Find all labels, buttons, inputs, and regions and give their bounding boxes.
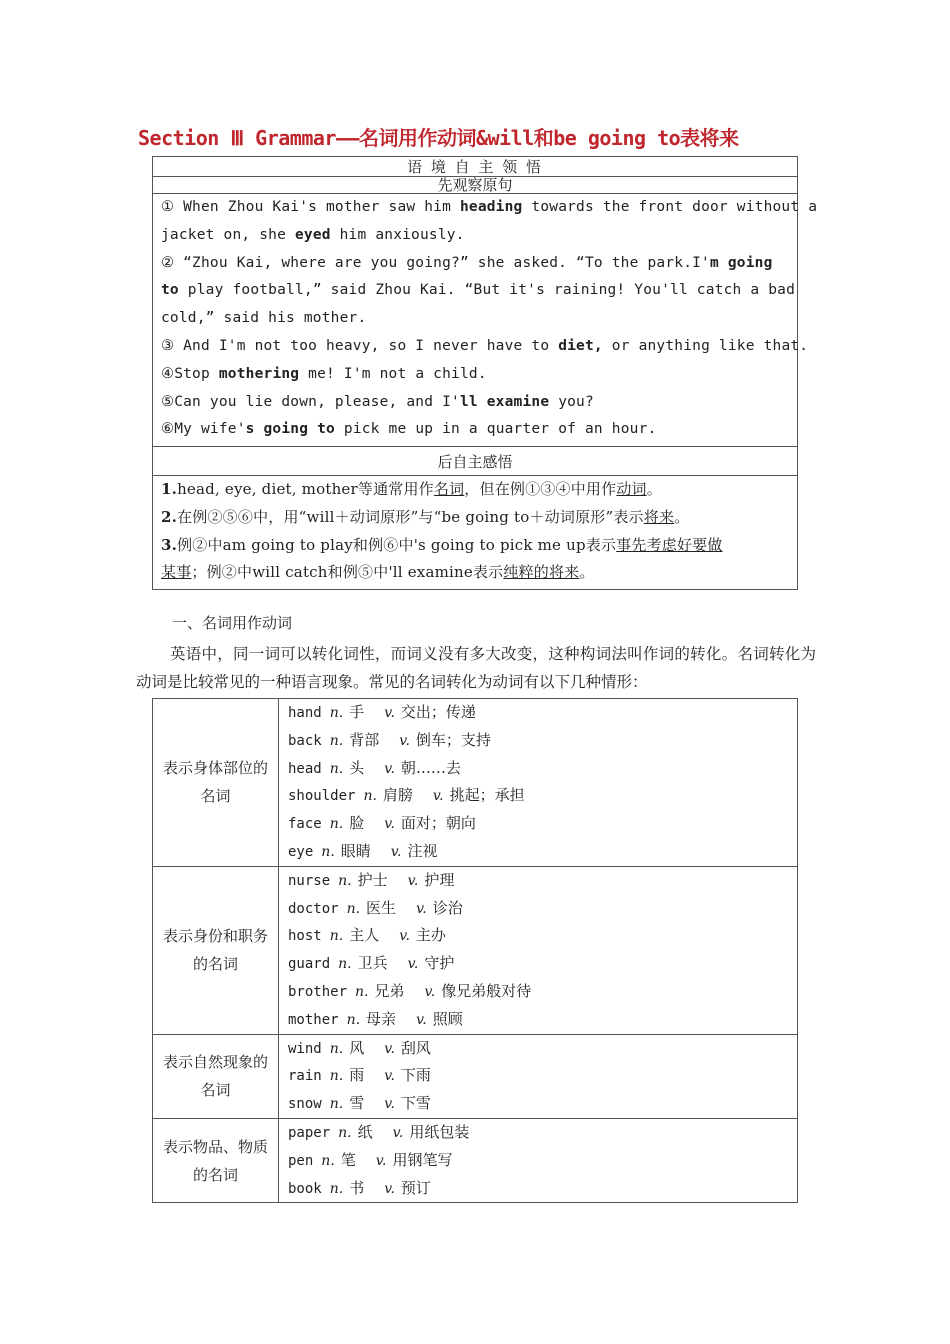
word-entry	[288, 1035, 797, 1063]
noun-meaning: 雪	[349, 1094, 365, 1113]
pos-v: v.	[424, 983, 436, 1000]
sentence-2-line-2: to play football,” said Zhou Kai. “But it's raining! You'll catch a bad	[161, 282, 796, 299]
sentence-3: ③ And I'm not too heavy, so I never have to diet, or anything like that.	[161, 337, 809, 354]
verb-meaning: 下雪	[400, 1094, 431, 1113]
noun-meaning: 雨	[349, 1066, 365, 1085]
pos-v: v.	[384, 760, 395, 777]
pos-n: n.	[338, 1124, 352, 1141]
verb-meaning: 下雨	[400, 1066, 431, 1085]
pos-v: v.	[399, 928, 410, 945]
pos-v: v.	[407, 956, 419, 973]
word: brother	[288, 983, 348, 1000]
sense-label: 后自主感悟	[153, 446, 797, 476]
noun-meaning: 背部	[349, 730, 380, 749]
word: nurse	[288, 872, 331, 889]
conversion-table	[152, 698, 798, 1203]
pos-n: n.	[329, 760, 344, 777]
word-entry	[288, 922, 797, 950]
word-entry	[288, 1119, 797, 1147]
pos-n: n.	[338, 956, 352, 973]
sentence-6: ⑥My wife's going to pick me up in a quarter of an hour.	[161, 421, 657, 438]
noun-meaning: 兄弟	[374, 981, 405, 1000]
noun-meaning: 头	[349, 758, 365, 777]
word: pen	[288, 1152, 314, 1169]
sentence-4: ④Stop mothering me! I'm not a child.	[161, 365, 487, 382]
noun-meaning: 笔	[340, 1150, 356, 1169]
verb-meaning: 用钢笔写	[392, 1150, 453, 1169]
verb-meaning: 守护	[424, 954, 455, 973]
word: eye	[288, 843, 314, 860]
items-cell	[279, 1034, 798, 1118]
items-cell	[279, 866, 798, 1034]
pos-n: n.	[329, 816, 344, 833]
word: doctor	[288, 900, 339, 917]
category-cell: 表示身体部位的名词	[153, 699, 279, 867]
pos-n: n.	[363, 788, 377, 805]
word: rain	[288, 1068, 322, 1085]
word: shoulder	[288, 788, 356, 805]
word: wind	[288, 1040, 322, 1057]
word-entry	[288, 950, 797, 978]
noun-meaning: 纸	[357, 1122, 373, 1141]
word-entry	[288, 727, 797, 755]
verb-meaning: 刮风	[400, 1038, 431, 1057]
items-cell	[279, 1118, 798, 1202]
word-entry	[288, 810, 797, 838]
word-entry	[288, 867, 797, 895]
word: snow	[288, 1096, 322, 1113]
word: guard	[288, 956, 331, 973]
verb-meaning: 注视	[407, 841, 438, 860]
verb-meaning: 交出；传递	[400, 703, 476, 721]
sentence-2-line-3: cold,” said his mother.	[161, 310, 367, 327]
table-row	[153, 699, 798, 867]
noun-meaning: 护士	[357, 870, 388, 889]
verb-meaning: 面对；朝向	[400, 814, 476, 833]
word: hand	[288, 705, 322, 721]
context-box	[152, 156, 818, 590]
point-3-line-2: 某事；例②中will catch和例⑤中'll examine表示纯粹的将来。	[161, 563, 595, 582]
pos-n: n.	[355, 983, 369, 1000]
word-entry	[288, 1147, 797, 1175]
pos-n: n.	[329, 1068, 344, 1085]
word-entry	[288, 1006, 797, 1034]
pos-v: v.	[384, 816, 395, 833]
section-heading: 一、名词用作动词	[172, 614, 293, 632]
point-1: 1.head, eye, diet, mother等通常用作名词，但在例①③④中用作动词。	[161, 480, 662, 498]
verb-meaning: 像兄弟般对待	[441, 981, 532, 1000]
pos-v: v.	[416, 1011, 427, 1028]
noun-meaning: 医生	[366, 898, 397, 917]
sentence-5: ⑤Can you lie down, please, and I'll examine you?	[161, 393, 594, 410]
pos-v: v.	[416, 900, 427, 917]
pos-v: v.	[375, 1152, 387, 1169]
pos-v: v.	[384, 1068, 395, 1085]
pos-v: v.	[432, 788, 444, 805]
verb-meaning: 挑起；承担	[449, 786, 525, 805]
word: back	[288, 732, 322, 749]
pos-v: v.	[390, 843, 402, 860]
word: book	[288, 1180, 322, 1197]
sentence-1-line-1: ① When Zhou Kai's mother saw him heading towards the front door without a	[161, 199, 818, 215]
noun-meaning: 眼睛	[340, 841, 371, 860]
point-2: 2.在例②⑤⑥中，用“will＋动词原形”与“be going to＋动词原形”表示将来。	[161, 507, 690, 526]
verb-meaning: 用纸包装	[409, 1122, 470, 1141]
page-title: Section Ⅲ Grammar——名词用作动词&will和be going to表将来	[138, 126, 739, 150]
noun-meaning: 肩膀	[382, 786, 413, 805]
category-cell: 表示自然现象的名词	[153, 1034, 279, 1118]
pos-v: v.	[384, 1096, 395, 1113]
verb-meaning: 诊治	[432, 898, 463, 917]
pos-v: v.	[392, 1124, 404, 1141]
word: head	[288, 760, 322, 777]
points-block	[153, 476, 797, 587]
word: host	[288, 928, 322, 945]
word-entry	[288, 782, 797, 810]
pos-v: v.	[384, 705, 395, 721]
category-cell: 表示身份和职务的名词	[153, 866, 279, 1034]
category-cell: 表示物品、物质的名词	[153, 1118, 279, 1202]
word-entry	[288, 699, 797, 727]
pos-v: v.	[407, 872, 419, 889]
word-entry	[288, 1062, 797, 1090]
pos-n: n.	[329, 1040, 344, 1057]
noun-meaning: 卫兵	[357, 954, 388, 973]
noun-meaning: 脸	[349, 814, 365, 833]
pos-n: n.	[346, 1011, 361, 1028]
pos-n: n.	[329, 732, 344, 749]
pos-n: n.	[338, 872, 352, 889]
sentence-1-line-2: jacket on, she eyed him anxiously.	[161, 226, 465, 243]
word-entry	[288, 978, 797, 1006]
pos-n: n.	[346, 900, 361, 917]
pos-v: v.	[384, 1040, 395, 1057]
pos-v: v.	[399, 732, 410, 749]
table-row	[153, 1118, 798, 1202]
pos-n: n.	[329, 1096, 344, 1113]
pos-n: n.	[329, 705, 344, 721]
word-entry	[288, 895, 797, 923]
word-entry	[288, 755, 797, 783]
verb-meaning: 倒车；支持	[415, 730, 491, 749]
word: mother	[288, 1011, 339, 1028]
noun-meaning: 手	[349, 703, 365, 721]
pos-n: n.	[329, 928, 344, 945]
noun-meaning: 母亲	[366, 1009, 397, 1028]
word-entry	[288, 1175, 797, 1203]
word-entry	[288, 1090, 797, 1118]
box-heading: 语 境 自 主 领 悟	[153, 157, 797, 177]
verb-meaning: 朝……去	[400, 758, 461, 777]
table-row	[153, 1034, 798, 1118]
items-cell	[279, 699, 798, 867]
noun-meaning: 书	[349, 1178, 365, 1197]
word: face	[288, 816, 322, 833]
pos-n: n.	[329, 1180, 344, 1197]
table-row	[153, 866, 798, 1034]
pos-n: n.	[321, 843, 335, 860]
sentence-2-line-1: ② “Zhou Kai, where are you going?” she asked. “To the park.I'm going	[161, 254, 773, 271]
word: paper	[288, 1124, 331, 1141]
pos-n: n.	[321, 1152, 335, 1169]
verb-meaning: 护理	[424, 870, 455, 889]
point-3-line-1: 3.例②中am going to play和例⑥中's going to pick me up表示事先考虑好要做	[161, 535, 723, 554]
word-entry	[288, 838, 797, 866]
verb-meaning: 主办	[415, 926, 446, 945]
noun-meaning: 风	[349, 1038, 365, 1057]
pos-v: v.	[384, 1180, 395, 1197]
intro-paragraph: 英语中，同一词可以转化词性，而词义没有多大改变，这种构词法叫作词的转化。名词转化为动词是比较常见的一种语言现象。常见的名词转化为动词有以下几种情形：	[136, 645, 816, 691]
noun-meaning: 主人	[349, 926, 380, 945]
observe-label: 先观察原句	[153, 177, 797, 194]
verb-meaning: 预订	[400, 1178, 431, 1197]
verb-meaning: 照顾	[432, 1009, 463, 1028]
